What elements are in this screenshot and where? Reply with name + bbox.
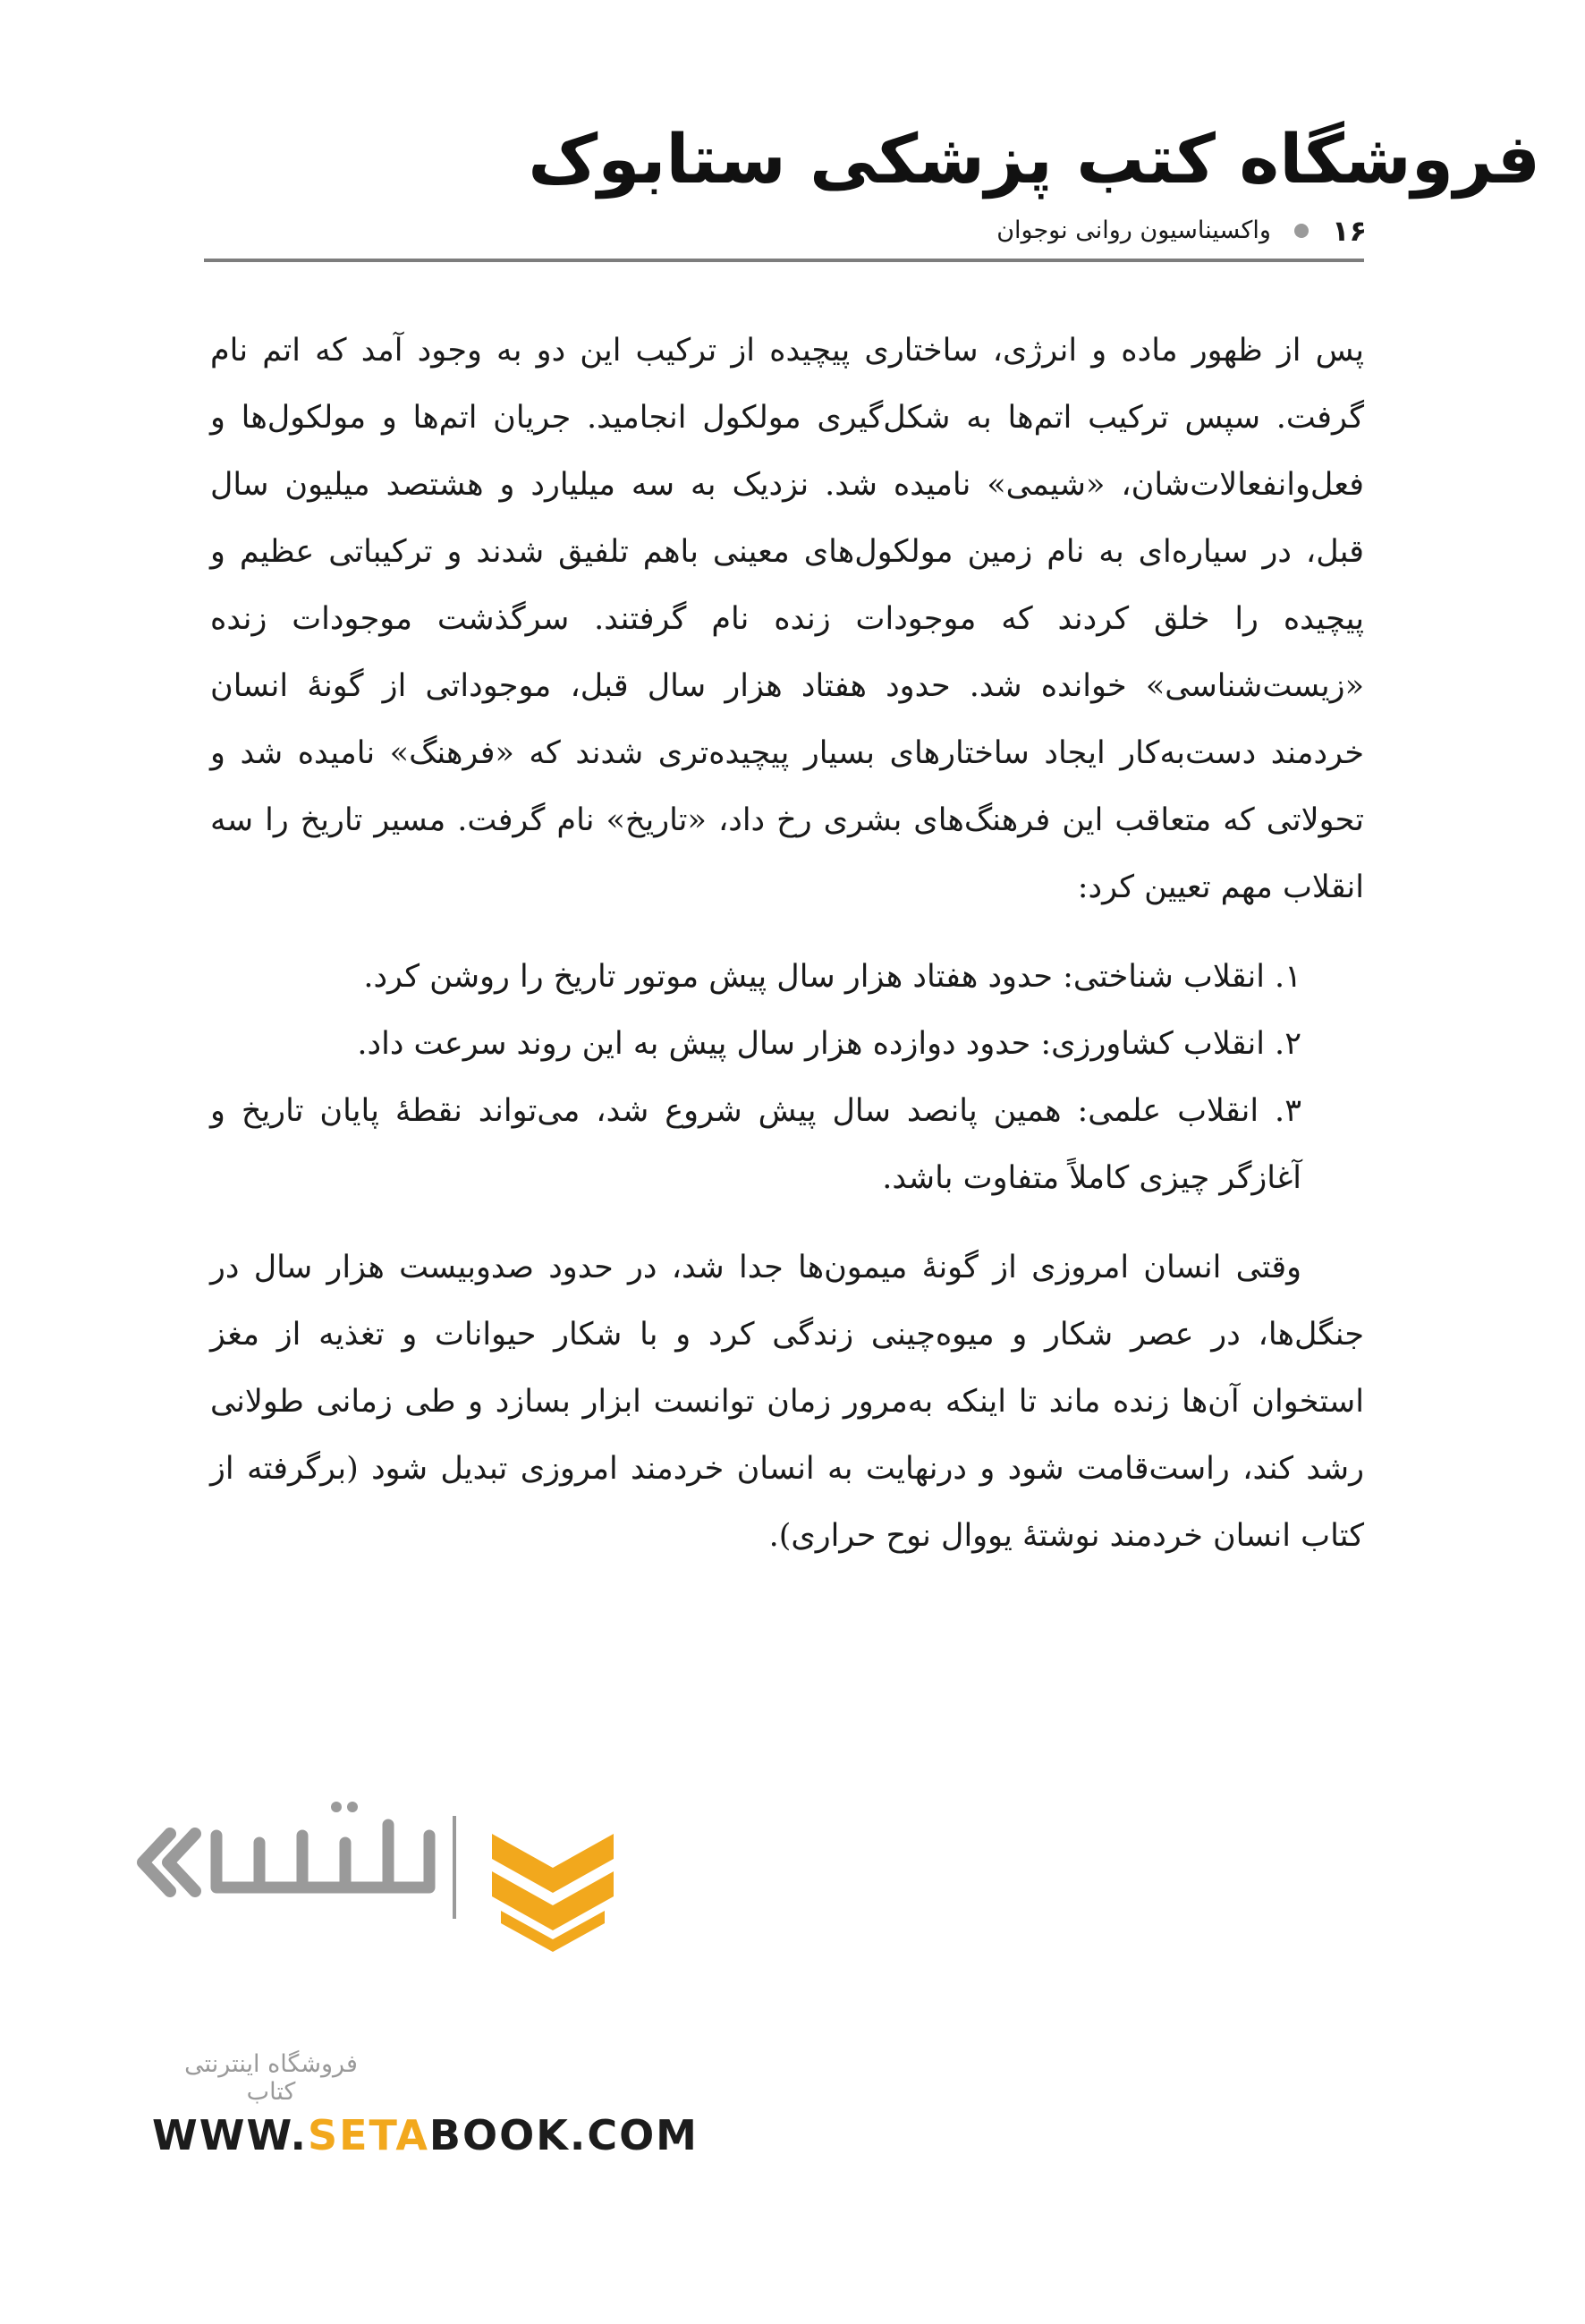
- setabook-logo-mark-icon: [134, 1789, 671, 2093]
- list-item: ۳. انقلاب علمی: همین پانصد سال پیش شروع شد، می‌تواند نقطهٔ پایان تاریخ و آغازگر چیزی کاملاً متفاوت باشد.: [210, 1093, 1301, 1196]
- book-title: واکسیناسیون روانی نوجوان: [996, 216, 1271, 244]
- body-text: [210, 318, 1364, 1570]
- logo-subtitle: فروشگاه اینترنتی کتاب: [184, 2050, 358, 2106]
- page-number: ۱۶: [1331, 214, 1367, 248]
- paragraph: وقتی انسان امروزی از گونهٔ میمون‌ها جدا شد، در حدود صدوبیست هزار سال در جنگل‌ها، در عصر شکار و میوه‌چینی زندگی کرد و با شکار حیوانات و تغذیه از مغز استخوان آن‌ها زنده ماند تا اینکه به‌مرور زمان توانست ابزار بسازد و طی زمانی طولانی رشد کند، راست‌قامت شود و درنهایت به انسان خردمند امروزی تبدیل شود (برگرفته از کتاب انسان خردمند نوشتهٔ یووال نوح حراری).: [210, 1250, 1364, 1554]
- logo-url: WWW.SETABOOK.COM: [152, 2111, 699, 2159]
- running-header: [472, 213, 1367, 249]
- header-divider: [204, 259, 1364, 262]
- setabook-logo: [134, 1789, 699, 2183]
- list-item: ۱. انقلاب شناختی: حدود هفتاد هزار سال پیش موتور تاریخ را روشن کرد.: [363, 959, 1301, 995]
- bullet-dot-icon: [1294, 224, 1309, 238]
- list-item: ۲. انقلاب کشاورزی: حدود دوازده هزار سال پیش به این روند سرعت داد.: [357, 1026, 1301, 1062]
- store-title: فروشگاه کتب پزشکی ستابوک: [528, 119, 1540, 199]
- revolutions-list: [210, 944, 1364, 1212]
- paragraph: پس از ظهور ماده و انرژی، ساختاری پیچیده از ترکیب این دو به وجود آمد که اتم نام گرفت. سپس ترکیب اتم‌ها به شکل‌گیری مولکول انجامید. جریان اتم‌ها و مولکول‌ها و فعل‌وانفعالات‌شان، «شیمی» نامیده شد. نزدیک به سه میلیارد و هشتصد میلیون سال قبل، در سیاره‌ای به نام زمین مولکول‌های معینی باهم تلفیق شدند و ترکیباتی عظیم و پیچیده را خلق کردند که موجودات زنده نام گرفتند. سرگذشت موجودات زنده «زیست‌شناسی» خوانده شد. حدود هفتاد هزار سال قبل، موجوداتی از گونهٔ انسان خردمند دست‌به‌کار ایجاد ساختارهای بسیار پیچیده‌تری شدند که «فرهنگ» نامیده شد و تحولاتی که متعاقب این فرهنگ‌های بشری رخ داد، «تاریخ» نام گرفت. مسیر تاریخ را سه انقلاب مهم تعیین کرد:: [210, 333, 1364, 905]
